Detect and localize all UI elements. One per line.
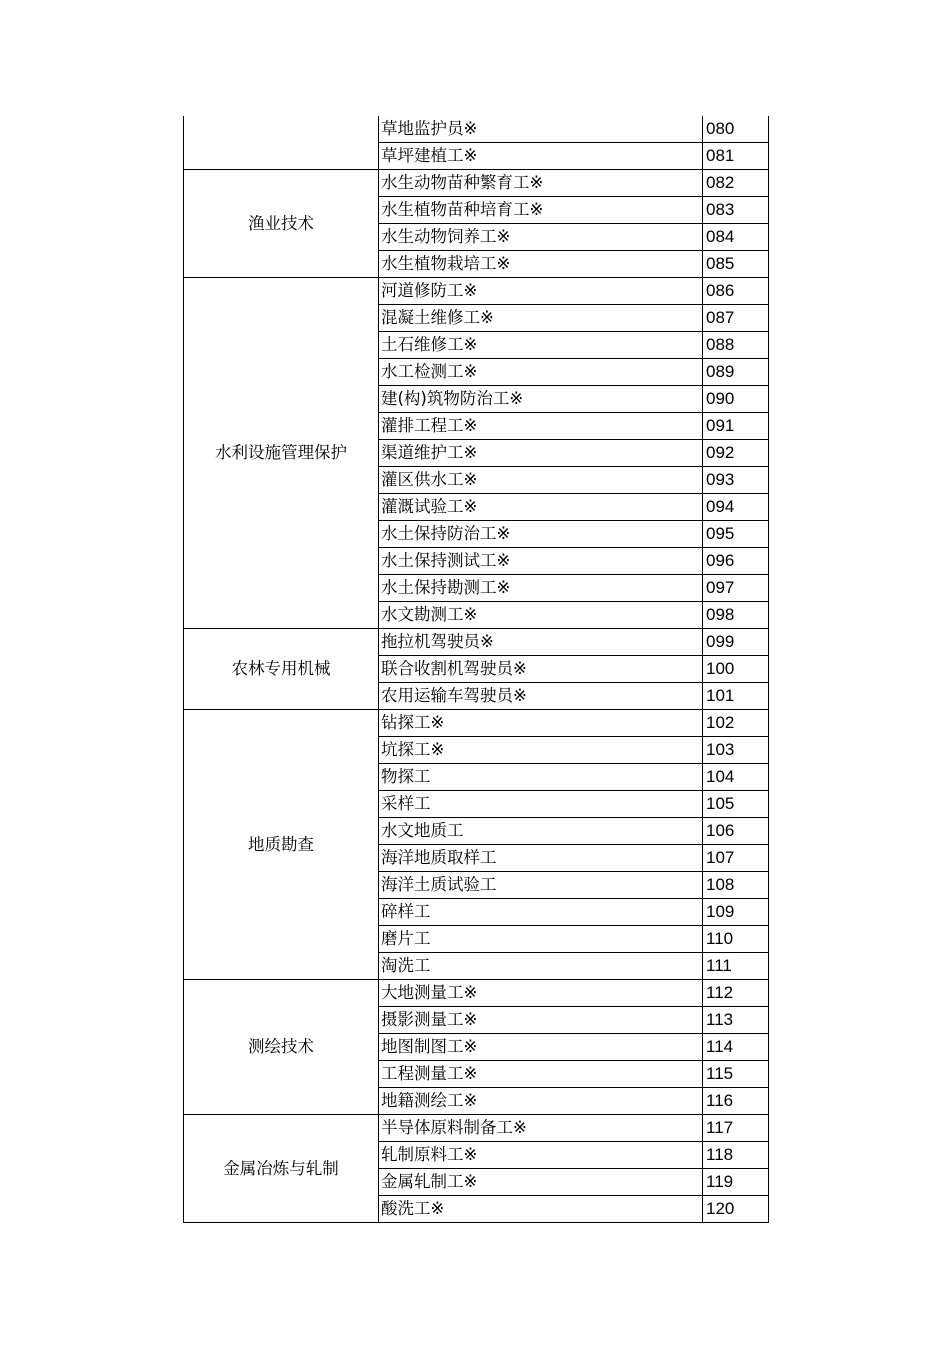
occupation-code-cell: 111 [703, 953, 769, 980]
occupation-name-cell: 建(构)筑物防治工※ [379, 386, 703, 413]
occupation-name-cell: 钻探工※ [379, 710, 703, 737]
occupation-code-cell: 084 [703, 224, 769, 251]
occupation-code-cell: 112 [703, 980, 769, 1007]
occupation-name-cell: 拖拉机驾驶员※ [379, 629, 703, 656]
occupation-code-cell: 108 [703, 872, 769, 899]
occupation-code-cell: 080 [703, 116, 769, 143]
category-cell: 渔业技术 [184, 170, 379, 278]
occupation-name-cell: 河道修防工※ [379, 278, 703, 305]
occupation-name-cell: 水土保持防治工※ [379, 521, 703, 548]
occupation-code-cell: 115 [703, 1061, 769, 1088]
occupation-code-cell: 088 [703, 332, 769, 359]
occupation-code-cell: 082 [703, 170, 769, 197]
occupation-name-cell: 联合收割机驾驶员※ [379, 656, 703, 683]
table-row [184, 278, 769, 305]
occupation-code-cell: 096 [703, 548, 769, 575]
occupation-code-cell: 105 [703, 791, 769, 818]
occupation-name-cell: 灌排工程工※ [379, 413, 703, 440]
occupation-code-cell: 118 [703, 1142, 769, 1169]
table-row [184, 116, 769, 143]
occupation-name-cell: 水生植物苗种培育工※ [379, 197, 703, 224]
category-cell: 地质勘查 [184, 710, 379, 980]
occupation-table [183, 116, 769, 1223]
occupation-name-cell: 草地监护员※ [379, 116, 703, 143]
table-row [184, 1115, 769, 1142]
occupation-name-cell: 水生植物栽培工※ [379, 251, 703, 278]
table-row [184, 710, 769, 737]
occupation-name-cell: 水文勘测工※ [379, 602, 703, 629]
occupation-name-cell: 海洋地质取样工 [379, 845, 703, 872]
occupation-code-cell: 107 [703, 845, 769, 872]
occupation-code-cell: 120 [703, 1196, 769, 1223]
occupation-code-cell: 114 [703, 1034, 769, 1061]
occupation-name-cell: 磨片工 [379, 926, 703, 953]
occupation-name-cell: 农用运输车驾驶员※ [379, 683, 703, 710]
occupation-code-cell: 081 [703, 143, 769, 170]
occupation-table-body [184, 116, 769, 1223]
occupation-name-cell: 海洋土质试验工 [379, 872, 703, 899]
occupation-code-cell: 097 [703, 575, 769, 602]
occupation-name-cell: 工程测量工※ [379, 1061, 703, 1088]
category-cell: 测绘技术 [184, 980, 379, 1115]
occupation-code-cell: 113 [703, 1007, 769, 1034]
occupation-code-cell: 109 [703, 899, 769, 926]
occupation-name-cell: 水生动物饲养工※ [379, 224, 703, 251]
occupation-name-cell: 土石维修工※ [379, 332, 703, 359]
occupation-code-cell: 099 [703, 629, 769, 656]
occupation-name-cell: 灌溉试验工※ [379, 494, 703, 521]
occupation-code-cell: 091 [703, 413, 769, 440]
occupation-code-cell: 106 [703, 818, 769, 845]
occupation-name-cell: 地图制图工※ [379, 1034, 703, 1061]
occupation-code-cell: 086 [703, 278, 769, 305]
occupation-code-cell: 098 [703, 602, 769, 629]
occupation-name-cell: 水文地质工 [379, 818, 703, 845]
occupation-code-cell: 095 [703, 521, 769, 548]
occupation-name-cell: 水土保持测试工※ [379, 548, 703, 575]
occupation-name-cell: 碎样工 [379, 899, 703, 926]
occupation-name-cell: 水土保持勘测工※ [379, 575, 703, 602]
occupation-name-cell: 混凝土维修工※ [379, 305, 703, 332]
occupation-code-cell: 100 [703, 656, 769, 683]
occupation-name-cell: 轧制原料工※ [379, 1142, 703, 1169]
occupation-code-cell: 083 [703, 197, 769, 224]
table-row [184, 629, 769, 656]
occupation-code-cell: 102 [703, 710, 769, 737]
occupation-name-cell: 草坪建植工※ [379, 143, 703, 170]
category-cell: 水利设施管理保护 [184, 278, 379, 629]
occupation-code-cell: 110 [703, 926, 769, 953]
occupation-code-cell: 089 [703, 359, 769, 386]
occupation-name-cell: 渠道维护工※ [379, 440, 703, 467]
category-cell: 农林专用机械 [184, 629, 379, 710]
table-row [184, 170, 769, 197]
category-cell: 金属冶炼与轧制 [184, 1115, 379, 1223]
occupation-name-cell: 酸洗工※ [379, 1196, 703, 1223]
occupation-name-cell: 金属轧制工※ [379, 1169, 703, 1196]
occupation-name-cell: 采样工 [379, 791, 703, 818]
occupation-code-cell: 117 [703, 1115, 769, 1142]
table-row [184, 980, 769, 1007]
occupation-name-cell: 水工检测工※ [379, 359, 703, 386]
occupation-code-cell: 101 [703, 683, 769, 710]
occupation-code-cell: 116 [703, 1088, 769, 1115]
occupation-code-cell: 085 [703, 251, 769, 278]
occupation-name-cell: 淘洗工 [379, 953, 703, 980]
occupation-table-container [183, 116, 768, 1223]
occupation-name-cell: 半导体原料制备工※ [379, 1115, 703, 1142]
occupation-code-cell: 093 [703, 467, 769, 494]
occupation-code-cell: 087 [703, 305, 769, 332]
occupation-name-cell: 水生动物苗种繁育工※ [379, 170, 703, 197]
occupation-name-cell: 坑探工※ [379, 737, 703, 764]
occupation-code-cell: 094 [703, 494, 769, 521]
occupation-name-cell: 地籍测绘工※ [379, 1088, 703, 1115]
occupation-code-cell: 119 [703, 1169, 769, 1196]
occupation-name-cell: 大地测量工※ [379, 980, 703, 1007]
occupation-name-cell: 物探工 [379, 764, 703, 791]
occupation-code-cell: 090 [703, 386, 769, 413]
occupation-code-cell: 104 [703, 764, 769, 791]
occupation-code-cell: 103 [703, 737, 769, 764]
occupation-name-cell: 摄影测量工※ [379, 1007, 703, 1034]
category-cell [184, 116, 379, 170]
occupation-name-cell: 灌区供水工※ [379, 467, 703, 494]
occupation-code-cell: 092 [703, 440, 769, 467]
